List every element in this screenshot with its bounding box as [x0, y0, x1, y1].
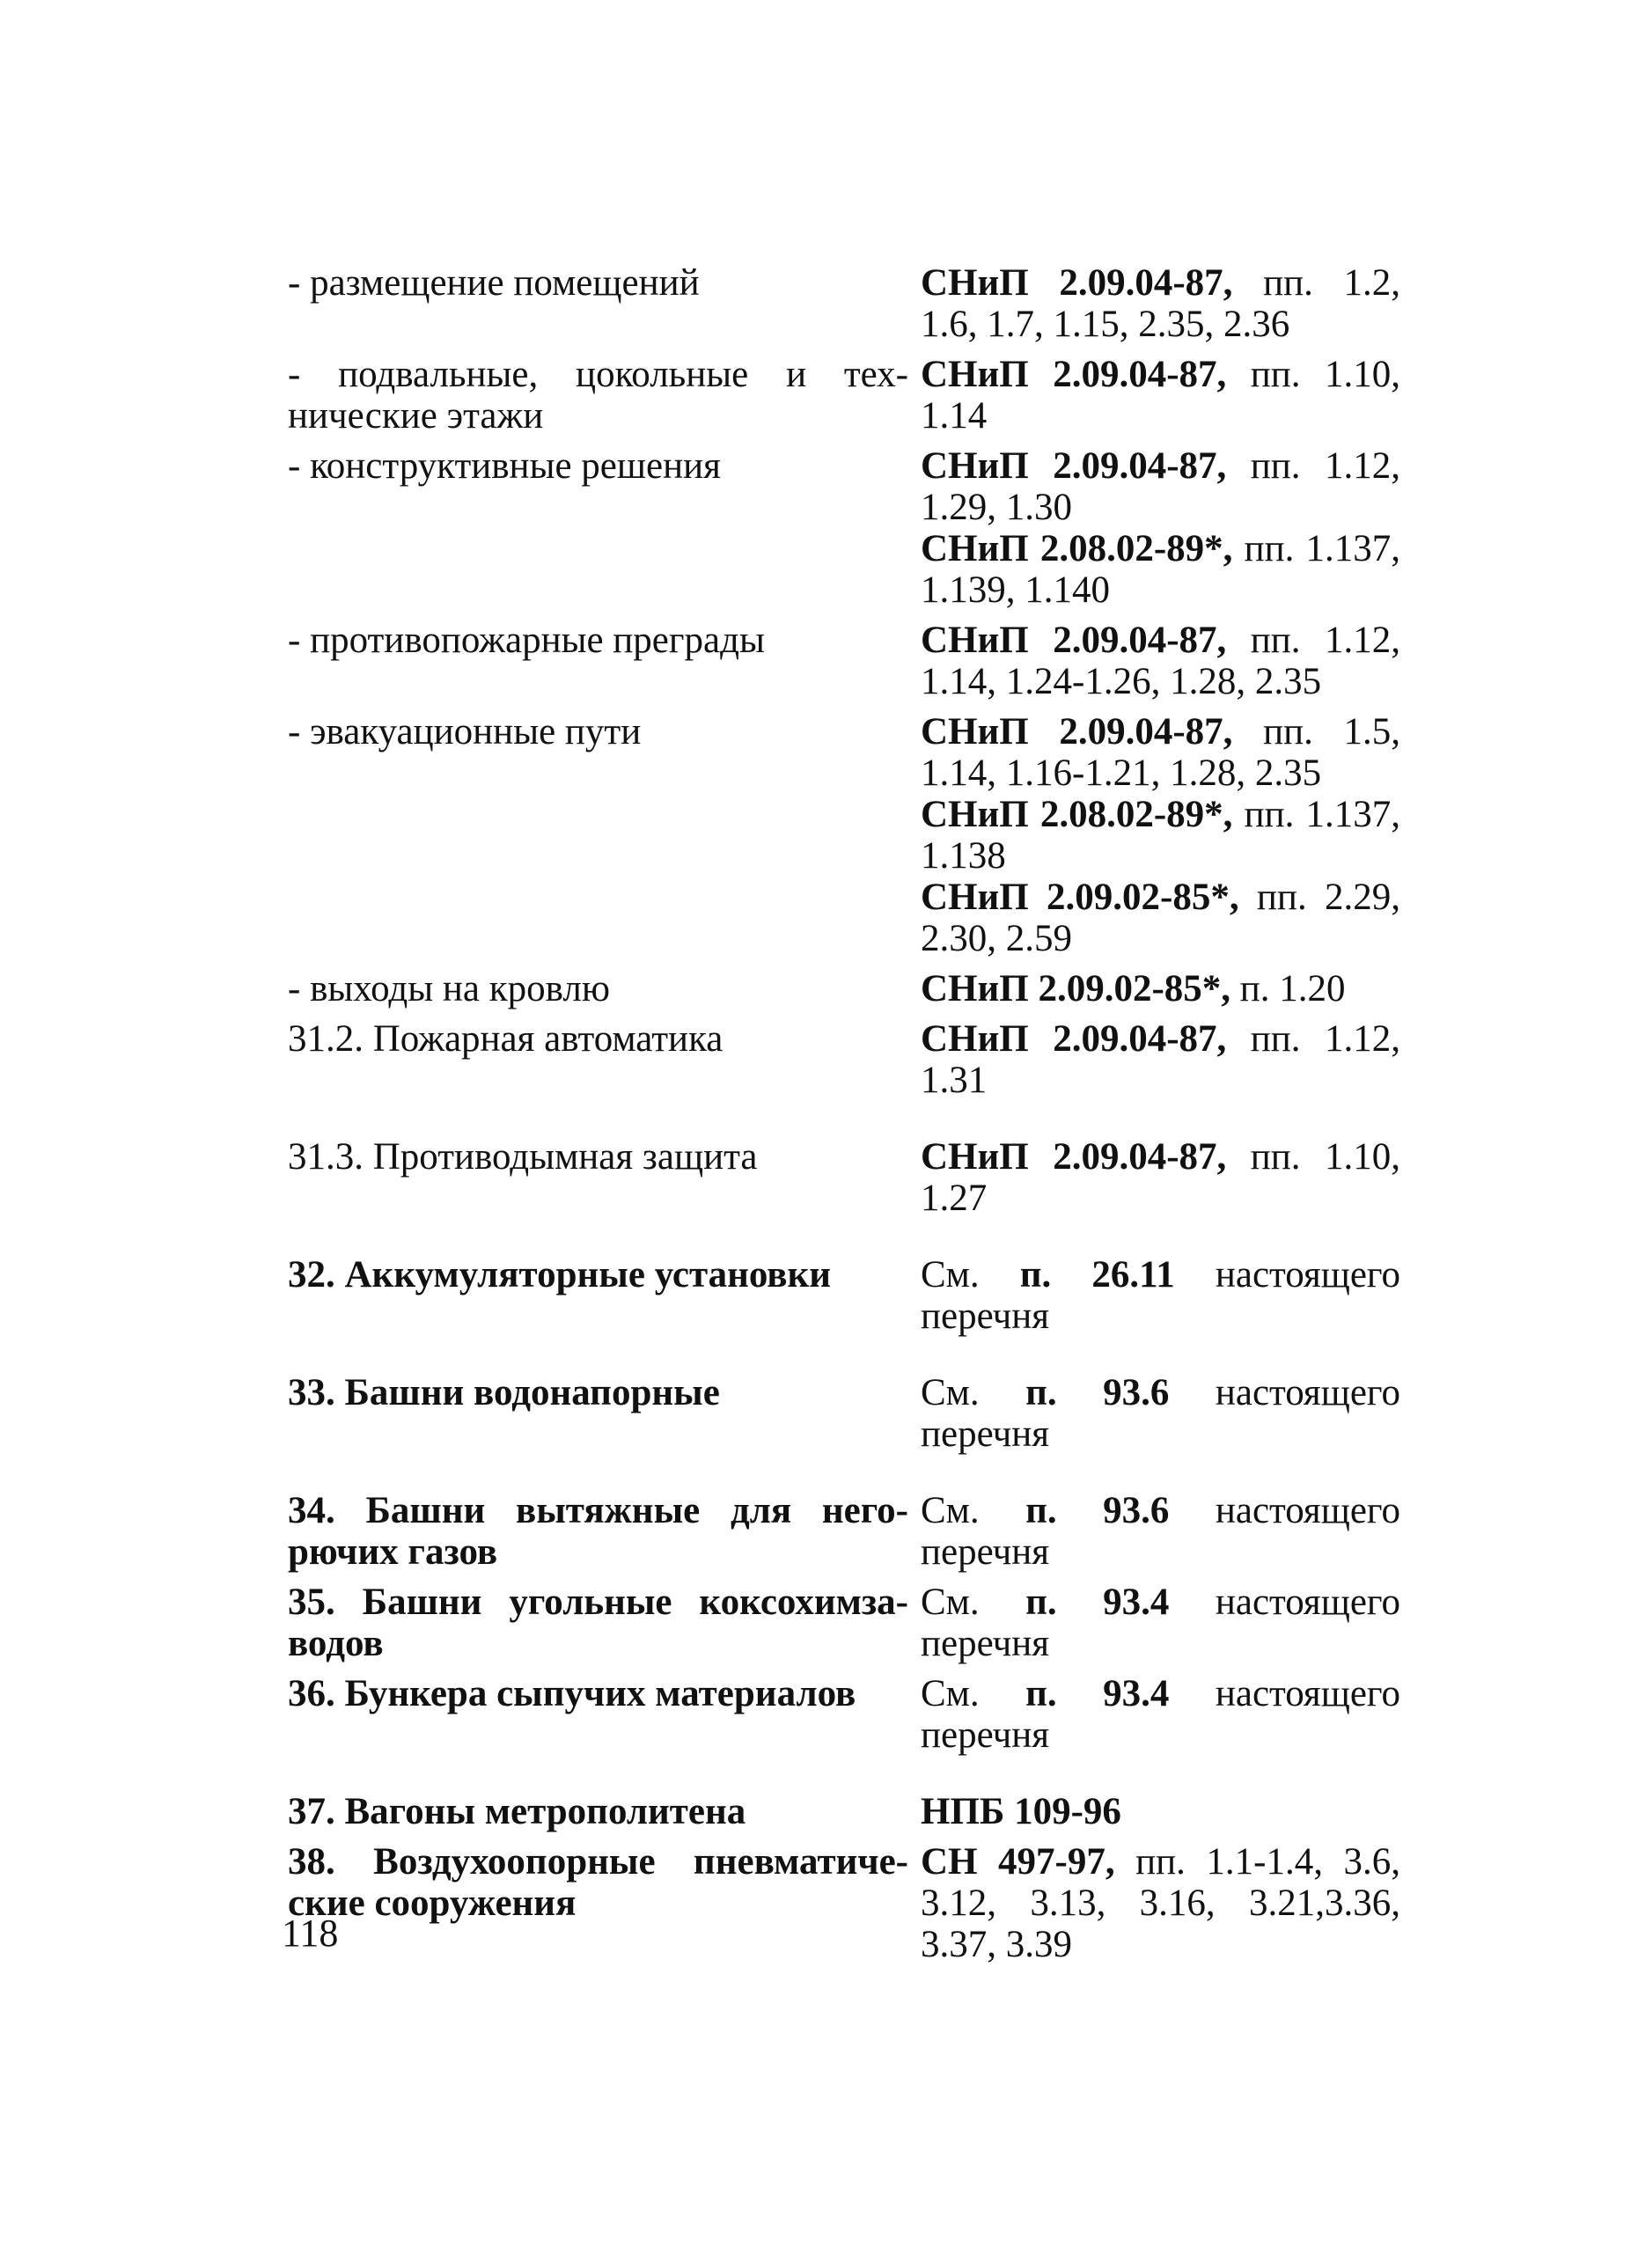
row-subject: 37. Вагоны метрополитена [288, 1791, 746, 1832]
row-reference: СНиП 2.09.04-87, пп. 1.2, 1.6, 1.7, 1.15, 2.35, 2.36 [921, 262, 1400, 345]
row-subject: - конструктивные решения [288, 445, 721, 487]
row-reference: См. п. 93.4 настоящего перечня [921, 1673, 1400, 1756]
table-row [0, 968, 1638, 1009]
table-row [0, 1673, 1638, 1756]
row-reference: См. п. 93.6 настоящего перечня [921, 1490, 1400, 1573]
table-row [0, 445, 1638, 611]
row-reference: См. п. 26.11 настоящего перечня [921, 1254, 1400, 1337]
table-row [0, 354, 1638, 437]
row-subject: 33. Башни водонапорные [288, 1372, 720, 1413]
row-subject: - размещение помещений [288, 262, 700, 304]
row-reference: См. п. 93.6 настоящего перечня [921, 1372, 1400, 1455]
table-row [0, 620, 1638, 702]
row-reference: СНиП 2.09.04-87, пп. 1.12, 1.14, 1.24-1.26, 1.28, 2.35 [921, 620, 1400, 702]
row-reference: СНиП 2.09.02-85*, п. 1.20 [921, 968, 1346, 1009]
row-subject: - выходы на кровлю [288, 968, 610, 1009]
row-reference: СНиП 2.09.04-87, пп. 1.12, 1.29, 1.30 СНиП 2.08.02-89*, пп. 1.137, 1.139, 1.140 [921, 445, 1400, 611]
row-subject: 38. Воздухоопорные пневматиче-ские сооружения [288, 1841, 908, 1924]
row-subject: - эвакуационные пути [288, 711, 642, 752]
table-row [0, 1490, 1638, 1573]
row-subject: - подвальные, цокольные и тех-нические этажи [288, 354, 908, 437]
row-reference: НПБ 109-96 [921, 1791, 1121, 1832]
row-subject: 35. Башни угольные коксохимза-водов [288, 1582, 908, 1664]
row-reference: СНиП 2.09.04-87, пп. 1.10, 1.14 [921, 354, 1400, 437]
table-row [0, 1254, 1638, 1337]
row-subject: 36. Бункера сыпучих материалов [288, 1673, 856, 1714]
table-row [0, 1136, 1638, 1219]
row-subject: 34. Башни вытяжные для него-рючих газов [288, 1490, 908, 1573]
table-row [0, 1372, 1638, 1455]
table-row [0, 1791, 1638, 1832]
table-row [0, 1841, 1638, 1965]
row-reference: СНиП 2.09.04-87, пп. 1.12, 1.31 [921, 1018, 1400, 1101]
table-row [0, 1018, 1638, 1101]
row-reference: СНиП 2.09.04-87, пп. 1.10, 1.27 [921, 1136, 1400, 1219]
reference-table [0, 262, 1638, 1965]
table-row [0, 262, 1638, 345]
row-subject: 31.3. Противодымная защита [288, 1136, 758, 1178]
row-subject: 32. Аккумуляторные установки [288, 1254, 832, 1295]
table-row [0, 711, 1638, 959]
row-subject: - противопожарные преграды [288, 620, 765, 661]
row-reference: СНиП 2.09.04-87, пп. 1.5, 1.14, 1.16-1.21, 1.28, 2.35 СНиП 2.08.02-89*, пп. 1.137, 1.138 СНиП 2.09.02-85*, пп. 2.29, 2.30, 2.59 [921, 711, 1400, 959]
page-number: 118 [282, 1912, 339, 1955]
row-reference: См. п. 93.4 настоящего перечня [921, 1582, 1400, 1664]
row-subject: 31.2. Пожарная автоматика [288, 1018, 724, 1060]
row-reference: СН 497-97, пп. 1.1-1.4, 3.6, 3.12, 3.13, 3.16, 3.21,3.36, 3.37, 3.39 [921, 1841, 1400, 1965]
table-row [0, 1582, 1638, 1664]
